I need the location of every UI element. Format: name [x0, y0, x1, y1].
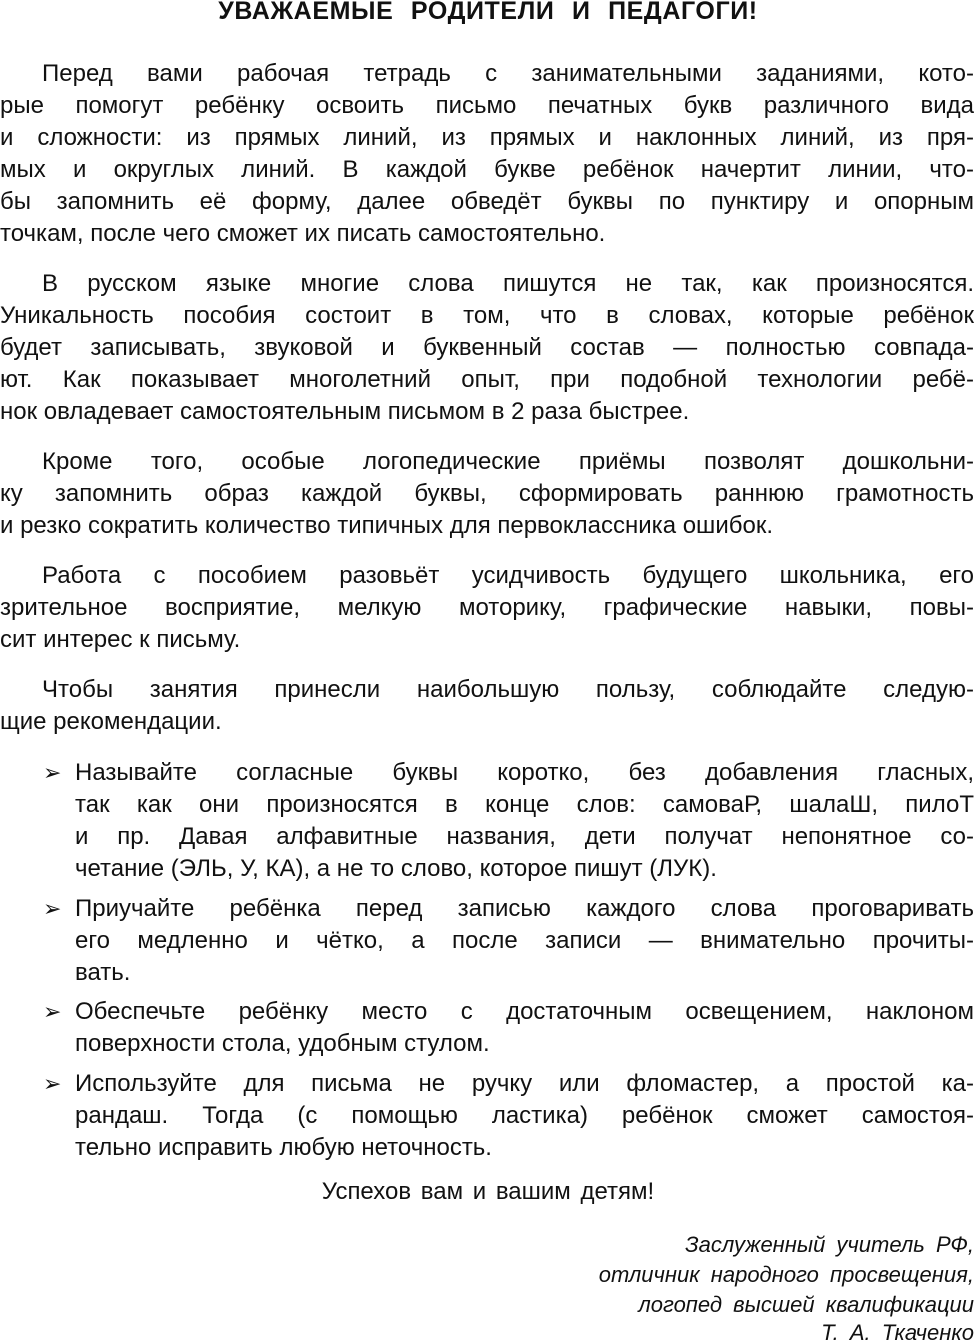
text-line: зрительное восприятие, мелкую моторику, графические навыки, повы- — [0, 594, 974, 621]
arrow-bullet-icon: ➢ — [43, 896, 62, 921]
text-line: Обеспечьте ребёнку место с достаточным освещением, наклоном — [75, 998, 974, 1025]
text-line: четание (ЭЛЬ, У, КА), а не то слово, которое пишут (ЛУК). — [75, 855, 717, 882]
text-line: и пр. Давая алфавитные названия, дети получат непонятное со- — [75, 823, 974, 850]
signature-line: логопед высшей квалификации — [638, 1292, 974, 1317]
text-line: щие рекомендации. — [0, 708, 222, 735]
text-line: так как они произносятся в конце слов: самоваР, шалаШ, пилоТ — [75, 791, 974, 818]
text-line: будет записывать, звуковой и буквенный состав — полностью совпада- — [0, 334, 974, 361]
text-line: тельно исправить любую неточность. — [75, 1134, 492, 1161]
text-line: поверхности стола, удобным стулом. — [75, 1030, 490, 1057]
text-line: ку запомнить образ каждой буквы, сформировать раннюю грамотность — [0, 480, 974, 507]
text-line: вать. — [75, 959, 131, 986]
text-line: бы запомнить её форму, далее обведёт буквы по пунктиру и опорным — [0, 188, 974, 215]
text-line: Чтобы занятия принесли наибольшую пользу, соблюдайте следую- — [42, 676, 974, 703]
text-line: Называйте согласные буквы коротко, без добавления гласных, — [75, 759, 974, 786]
text-line: мых и округлых линий. В каждой букве ребёнок начертит линии, что- — [0, 156, 974, 183]
text-line: ют. Как показывает многолетний опыт, при подобной технологии ребё- — [0, 366, 974, 393]
page-title: УВАЖАЕМЫЕ РОДИТЕЛИ И ПЕДАГОГИ! — [218, 0, 758, 25]
arrow-bullet-icon: ➢ — [43, 1071, 62, 1096]
text-line: рандаш. Тогда (с помощью ластика) ребёнок сможет самостоя- — [75, 1102, 974, 1129]
text-line: и резко сократить количество типичных для первоклассника ошибок. — [0, 512, 773, 539]
text-line: точкам, после чего сможет их писать самостоятельно. — [0, 220, 606, 247]
text-line: нок овладевает самостоятельным письмом в 2 раза быстрее. — [0, 398, 690, 425]
signature-line: Заслуженный учитель РФ, — [685, 1232, 974, 1257]
text-line: Приучайте ребёнка перед записью каждого слова проговаривать — [75, 895, 974, 922]
text-line: и сложности: из прямых линий, из прямых и наклонных линий, из пря- — [0, 124, 974, 151]
text-line: его медленно и чётко, а после записи — внимательно прочиты- — [75, 927, 974, 954]
text-line: В русском языке многие слова пишутся не так, как произносятся. — [42, 270, 974, 297]
arrow-bullet-icon: ➢ — [43, 999, 62, 1024]
text-line: сит интерес к письму. — [0, 626, 241, 653]
arrow-bullet-icon: ➢ — [43, 760, 62, 785]
text-line: Перед вами рабочая тетрадь с занимательными заданиями, кото- — [42, 60, 974, 87]
closing-line: Успехов вам и вашим детям! — [321, 1178, 655, 1205]
text-line: рые помогут ребёнку освоить письмо печатных букв различного вида — [0, 92, 974, 119]
text-line: Используйте для письма не ручку или фломастер, а простой ка- — [75, 1070, 974, 1097]
signature-line: отличник народного просвещения, — [598, 1262, 974, 1287]
signature-author: Т. А. Ткаченко — [821, 1320, 974, 1341]
text-line: Уникальность пособия состоит в том, что в словах, которые ребёнок — [0, 302, 974, 329]
text-line: Кроме того, особые логопедические приёмы позволят дошкольни- — [42, 448, 974, 475]
text-line: Работа с пособием разовьёт усидчивость будущего школьника, его — [42, 562, 974, 589]
